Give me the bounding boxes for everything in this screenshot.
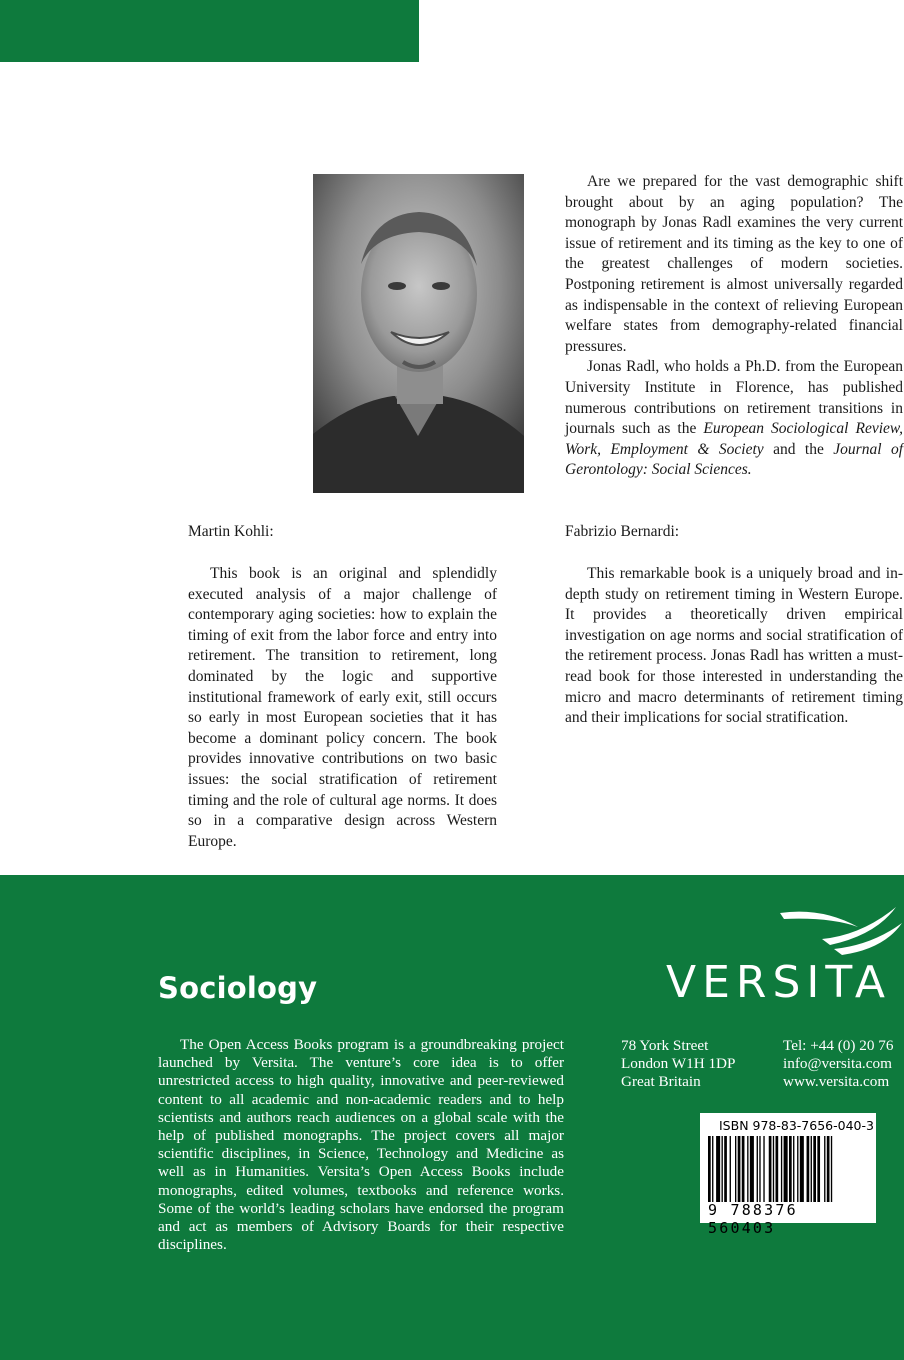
bird-wing-icon	[662, 905, 904, 965]
address-line: London W1H 1DP	[621, 1055, 736, 1073]
barcode-number: 9 788376 560403	[708, 1201, 798, 1237]
contact-phone: Tel: +44 (0) 20 76	[783, 1037, 894, 1054]
intro-paragraph-2	[565, 357, 903, 481]
contact-email: info@versita.com	[783, 1055, 892, 1073]
author-photo	[313, 174, 524, 493]
intro-paragraph-1: Are we prepared for the vast demographic shift brought about by an aging population? The monograph by Jonas Radl examines the very current issue of retirement and its timing as the key to one of the greatest challenges of modern societies. Postponing retirement is almost universally regarded as indispensable in the context of relieving European welfare states from demography-related financial pressures.	[565, 173, 903, 355]
quote-text-bernardi	[565, 564, 903, 729]
top-color-band	[0, 0, 419, 62]
publisher-address	[621, 1037, 735, 1092]
logo-wordmark: VERSITA	[666, 957, 891, 1008]
quote-paragraph: This remarkable book is a uniquely broad and in-depth study on retirement timing in Western Europe. It provides a theoretically driven empirical investigation on age norms and social stratification of the retirement process. Jonas Radl has written a must-read book for those interested in understanding the micro and macro determinants of retirement timing and their implications for social stratification.	[565, 565, 903, 727]
intro-p2-start: Jonas Radl, who holds a Ph.D. from the European University Institute in Florence, has published numerous contributions on retirement transitions in journals such as the	[565, 358, 903, 438]
intro-p2-mid: and the	[763, 440, 834, 458]
isbn-label: ISBN 978-83-7656-040-3	[719, 1118, 874, 1133]
intro-text	[565, 172, 903, 481]
address-line: Great Britain	[621, 1073, 701, 1091]
intro-journal-1: European Sociological Review, Work, Employment & Society	[565, 420, 903, 458]
quote-paragraph: This book is an original and splendidly executed analysis of a major challenge of contemporary aging societies: how to explain the timing of exit from the labor force and entry into retirement. The transition to retirement, long dominated by the logic and supportive institutional framework of early exit, still occurs so early in most European societies that it has become a dominant policy concern. The book provides innovative contributions on two basic issues: the social stratification of retirement timing and the role of cultural age norms. It does so in a comparative design across Western Europe.	[188, 565, 497, 850]
author-portrait-illustration	[313, 174, 524, 493]
subject-title: Sociology	[158, 971, 318, 1005]
versita-logo	[662, 905, 904, 1010]
barcode-icon	[708, 1136, 868, 1202]
address-line: 78 York Street	[621, 1037, 709, 1054]
quote-author-kohli: Martin Kohli:	[188, 523, 274, 540]
intro-journal-2: Journal of Gerontology: Social Sciences.	[565, 440, 903, 479]
quote-author-bernardi: Fabrizio Bernardi:	[565, 523, 680, 540]
publisher-contact	[783, 1037, 893, 1092]
contact-website: www.versita.com	[783, 1073, 890, 1091]
open-access-description: The Open Access Books program is a groundbreaking project launched by Versita. The venture’s core idea is to offer unrestricted access to high quality, innovative and peer-reviewed content to all academic and non-academic readers and to help scientists and authors reach audiences on a global scale with the help of published monographs. The project covers all major scientific disciplines, in Science, Technology and Medicine as well as in Humanities. Versita’s Open Access Books include monographs, edited volumes, textbooks and reference works. Some of the world’s leading scholars have endorsed the program and act as members of Advisory Boards for their respective disciplines.	[158, 1036, 564, 1254]
quote-text-kohli	[188, 564, 497, 852]
isbn-barcode-box	[700, 1113, 876, 1237]
back-cover-green-panel	[0, 875, 904, 1360]
